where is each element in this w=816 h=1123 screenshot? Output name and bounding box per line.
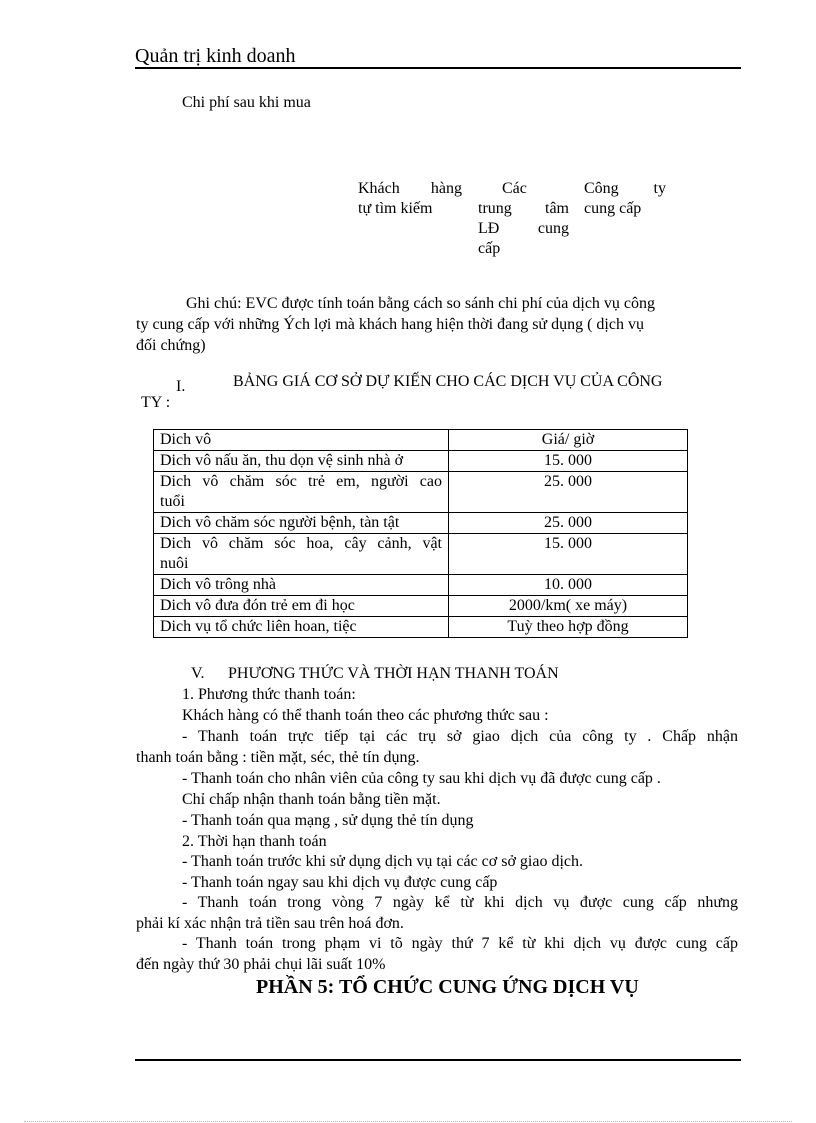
header-rule [135,67,741,69]
payment-section-number: V. [191,665,205,682]
evc-column-company [584,179,666,219]
evc-column-centers [478,179,569,259]
payment-method3: - Thanh toán qua mạng , sử dụng thẻ tín dụng [182,812,474,829]
payment-term2: - Thanh toán ngay sau khi dịch vụ được cung cấp [182,874,498,891]
payment-sub1: 1. Phương thức thanh toán: [182,686,356,703]
payment-term1: - Thanh toán trước khi sử dụng dịch vụ tại các cơ sở giao dịch. [182,853,583,870]
payment-section-heading: PHƯƠNG THỨC VÀ THỜI HẠN THANH TOÁN [228,665,559,682]
evc-note-line1: Ghi chú: EVC được tính toán bằng cách so sánh chi phí của dịch vụ công [186,295,656,312]
service-cell: Dich vô trông nhà [154,575,449,596]
price-cell: 25. 000 [449,472,688,513]
page-edge [24,1121,792,1122]
service-cell: Dich vô chăm sóc hoa, cây cảnh, vật nuôi [154,534,449,575]
price-cell: 2000/km( xe máy) [449,596,688,617]
payment-term3-line1: - Thanh toán trong vòng 7 ngày kể từ khi dịch vụ được cung cấp nhưng [182,894,738,911]
price-table [153,429,688,638]
table-header-service: Dich vô [154,430,449,451]
table-row [154,617,688,638]
price-section-heading: BẢNG GIÁ CƠ SỞ DỰ KIẾN CHO CÁC DỊCH VỤ CỦA CÔNG [233,373,663,390]
table-header-price: Giá/ giờ [449,430,688,451]
payment-sub2: 2. Thời hạn thanh toán [182,833,327,850]
evc-col3-line1: Công ty [584,180,666,197]
payment-method1-line2: thanh toán bằng : tiền mặt, séc, thẻ tín dụng. [136,749,420,766]
payment-term4-line1: - Thanh toán trong phạm vi tõ ngày thứ 7 kể từ khi dịch vụ được cung cấp [182,935,738,952]
evc-note-line2: ty cung cấp với những Ých lợi mà khách hang hiện thời đang sử dụng ( dịch vụ [136,316,644,333]
payment-method1-line1: - Thanh toán trực tiếp tại các trụ sở giao dịch của công ty . Chấp nhận [182,728,738,745]
part5-heading: PHẦN 5: TỔ CHỨC CUNG ỨNG DỊCH VỤ [256,976,639,998]
evc-label: Chi phí sau khi mua [182,94,311,111]
price-cell: Tuỳ theo hợp đồng [449,617,688,638]
table-row [154,451,688,472]
service-cell: Dich vô nấu ăn, thu dọn vệ sinh nhà ở [154,451,449,472]
price-cell: 25. 000 [449,513,688,534]
evc-col1-line1: Khách hàng [358,180,462,197]
evc-col2-line4: cấp [478,240,501,257]
evc-col2-line3: LĐ cung [478,220,569,237]
price-section-heading-cont: TY : [141,394,171,411]
price-cell: 15. 000 [449,534,688,575]
payment-term3-line2: phải kí xác nhận trả tiền sau trên hoá đơn. [136,915,404,932]
evc-col2-line1: Các [502,180,527,197]
service-cell: Dich vô đưa đón trẻ em đi học [154,596,449,617]
service-cell: Dich vụ tổ chức liên hoan, tiệc [154,617,449,638]
evc-column-customer [358,179,462,219]
payment-intro: Khách hàng có thể thanh toán theo các phương thức sau : [182,707,549,724]
evc-col3-line2: cung cấp [584,200,642,217]
service-cell: Dich vô chăm sóc người bệnh, tàn tật [154,513,449,534]
evc-note-line3: đối chứng) [136,337,206,354]
payment-method2-line2: Chỉ chấp nhận thanh toán bằng tiền mặt. [182,791,441,808]
price-section-number: I. [176,378,186,395]
table-row [154,575,688,596]
payment-term4-line2: đến ngày thứ 30 phải chụi lãi suất 10% [136,956,386,973]
table-header-row [154,430,688,451]
evc-col1-line2: tự tìm kiếm [358,200,433,217]
table-row [154,513,688,534]
footer-rule [135,1059,741,1061]
price-cell: 10. 000 [449,575,688,596]
table-row [154,534,688,575]
price-cell: 15. 000 [449,451,688,472]
page-header-title: Quản trị kinh doanh [135,45,296,67]
payment-method2-line1: - Thanh toán cho nhân viên của công ty sau khi dịch vụ đã được cung cấp . [182,770,661,787]
evc-col2-line2: trung tâm [478,200,569,217]
service-cell: Dich vô chăm sóc trẻ em, người cao tuổi [154,472,449,513]
table-row [154,596,688,617]
table-row [154,472,688,513]
